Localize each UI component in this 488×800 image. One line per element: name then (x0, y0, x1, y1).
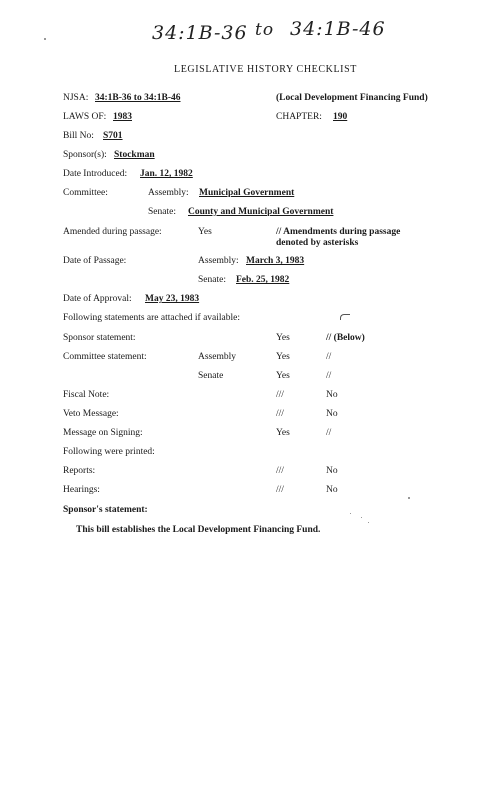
statement-sub: Assembly (198, 352, 236, 362)
handwritten-connector: to (255, 20, 275, 40)
statement-mark: /// (276, 409, 284, 419)
amended-note-line2: denoted by asterisks (276, 238, 359, 248)
statement-note: // (326, 371, 332, 381)
printed-label: Hearings: (63, 485, 100, 495)
chapter-value: 190 (333, 112, 348, 122)
following-printed-heading: Following were printed: (63, 447, 155, 457)
printed-note: No (326, 485, 338, 495)
check-mark-icon (340, 314, 350, 320)
act-name: (Local Development Financing Fund) (276, 93, 428, 103)
scan-speck (44, 38, 46, 40)
page-title: LEGISLATIVE HISTORY CHECKLIST (174, 64, 357, 75)
committee-assembly-label: Assembly: (148, 188, 189, 198)
printed-note: No (326, 466, 338, 476)
passage-senate-value: Feb. 25, 1982 (236, 275, 290, 285)
following-attached-heading: Following statements are attached if available: (63, 313, 241, 323)
approval-value: May 23, 1983 (145, 294, 200, 304)
statement-label: Veto Message: (63, 409, 119, 419)
amended-value: Yes (198, 227, 212, 237)
passage-label: Date of Passage: (63, 256, 127, 266)
statement-mark: Yes (276, 333, 290, 343)
handwritten-section-start: 34:1B-36 (152, 22, 248, 44)
handwritten-section-end: 34:1B-46 (290, 18, 386, 40)
statement-note: No (326, 390, 338, 400)
approval-label: Date of Approval: (63, 294, 132, 304)
amended-note-line1: // Amendments during passage (276, 227, 401, 237)
statement-label: Sponsor statement: (63, 333, 136, 343)
passage-assembly-value: March 3, 1983 (246, 256, 305, 266)
njsa-value: 34:1B-36 to 34:1B-46 (95, 93, 181, 103)
passage-assembly-label: Assembly: (198, 256, 239, 266)
statement-note: // (326, 352, 332, 362)
bill-no-label: Bill No: (63, 131, 94, 141)
printed-label: Reports: (63, 466, 96, 476)
sponsor-statement-text: This bill establishes the Local Development Financing Fund. (76, 525, 321, 535)
committee-senate-value: County and Municipal Government (188, 207, 334, 217)
laws-of-label: LAWS OF: (63, 112, 107, 122)
committee-label: Committee: (63, 188, 108, 198)
date-introduced-value: Jan. 12, 1982 (140, 169, 193, 179)
statement-note: // (326, 428, 332, 438)
committee-senate-label: Senate: (148, 207, 176, 217)
statement-mark: Yes (276, 352, 290, 362)
njsa-label: NJSA: (63, 93, 89, 103)
amended-label: Amended during passage: (63, 227, 162, 237)
statement-mark: Yes (276, 371, 290, 381)
printed-mark: /// (276, 485, 284, 495)
sponsor-statement-heading: Sponsor's statement: (63, 505, 148, 515)
printed-mark: /// (276, 466, 284, 476)
statement-mark: Yes (276, 428, 290, 438)
passage-senate-label: Senate: (198, 275, 226, 285)
sponsors-value: Stockman (114, 150, 155, 160)
statement-label: Committee statement: (63, 352, 147, 362)
statement-note: // (Below) (326, 333, 365, 343)
committee-assembly-value: Municipal Government (199, 188, 295, 198)
scan-speck (368, 522, 369, 523)
statement-label: Fiscal Note: (63, 390, 110, 400)
chapter-label: CHAPTER: (276, 112, 322, 122)
scan-speck (408, 497, 410, 499)
bill-no-value: S701 (103, 131, 123, 141)
date-introduced-label: Date Introduced: (63, 169, 128, 179)
laws-of-value: 1983 (113, 112, 132, 122)
sponsors-label: Sponsor(s): (63, 150, 107, 160)
statement-note: No (326, 409, 338, 419)
scan-speck (350, 513, 351, 514)
statement-sub: Senate (198, 371, 224, 381)
scan-speck (361, 517, 362, 518)
statement-mark: /// (276, 390, 284, 400)
statement-label: Message on Signing: (63, 428, 143, 438)
